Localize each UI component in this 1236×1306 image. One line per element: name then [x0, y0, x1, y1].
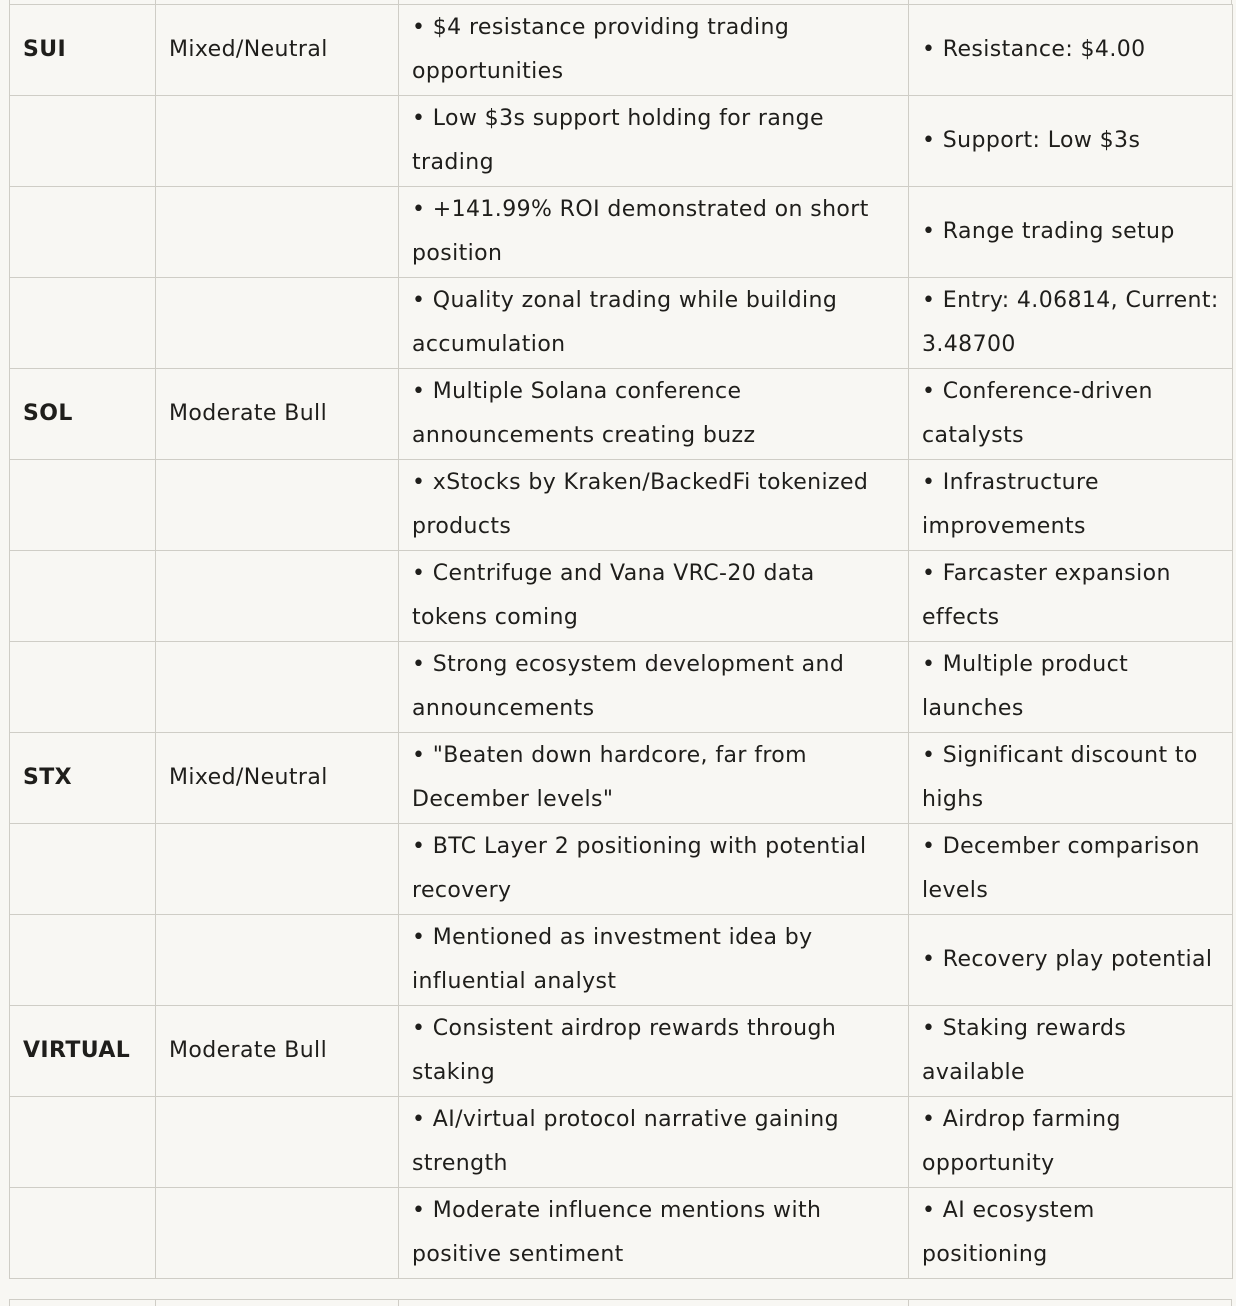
driver-cell: • AI/virtual protocol narrative gaining strength: [399, 1097, 909, 1188]
level-cell: • Conference-driven catalysts: [909, 369, 1233, 460]
driver-cell: • Multiple Solana conference announcements creating buzz: [399, 369, 909, 460]
driver-cell: • Mentioned as investment idea by influential analyst: [399, 915, 909, 1006]
sentiment-cell: [156, 824, 399, 915]
level-cell: • Staking rewards available: [909, 1006, 1233, 1097]
table-bottom-continuation: [9, 1299, 1232, 1305]
token-cell: [10, 460, 156, 551]
sentiment-cell: [156, 460, 399, 551]
token-cell: [10, 551, 156, 642]
token-sentiment-table: [9, 4, 1233, 1279]
table-row: [10, 96, 1233, 187]
driver-cell: • $4 resistance providing trading opportunities: [399, 5, 909, 96]
sentiment-cell: Mixed/Neutral: [156, 5, 399, 96]
sentiment-cell: [156, 1097, 399, 1188]
table-body: [10, 5, 1233, 1279]
level-cell: • Recovery play potential: [909, 915, 1233, 1006]
token-cell: [10, 1097, 156, 1188]
sentiment-cell: Mixed/Neutral: [156, 733, 399, 824]
level-cell: • Range trading setup: [909, 187, 1233, 278]
sentiment-cell: Moderate Bull: [156, 1006, 399, 1097]
token-cell: [10, 642, 156, 733]
table-row: [10, 187, 1233, 278]
level-cell: • Resistance: $4.00: [909, 5, 1233, 96]
driver-cell: • +141.99% ROI demonstrated on short position: [399, 187, 909, 278]
token-cell: VIRTUAL: [10, 1006, 156, 1097]
level-cell: • Significant discount to highs: [909, 733, 1233, 824]
level-cell: • December comparison levels: [909, 824, 1233, 915]
level-cell: • Support: Low $3s: [909, 96, 1233, 187]
table-row: [10, 1188, 1233, 1279]
sentiment-cell: [156, 1188, 399, 1279]
token-cell: [10, 824, 156, 915]
sentiment-cell: [156, 187, 399, 278]
driver-cell: • Strong ecosystem development and announcements: [399, 642, 909, 733]
token-cell: [10, 278, 156, 369]
sentiment-cell: [156, 915, 399, 1006]
token-cell: [10, 915, 156, 1006]
table-row: [10, 551, 1233, 642]
table-row: [10, 733, 1233, 824]
driver-cell: • Moderate influence mentions with positive sentiment: [399, 1188, 909, 1279]
level-cell: • Airdrop farming opportunity: [909, 1097, 1233, 1188]
table-row: [10, 278, 1233, 369]
table-row: [10, 915, 1233, 1006]
level-cell: • Farcaster expansion effects: [909, 551, 1233, 642]
table-row: [10, 1006, 1233, 1097]
table-row: [10, 824, 1233, 915]
token-cell: [10, 187, 156, 278]
driver-cell: • "Beaten down hardcore, far from December levels": [399, 733, 909, 824]
sentiment-cell: [156, 551, 399, 642]
token-cell: STX: [10, 733, 156, 824]
level-cell: • AI ecosystem positioning: [909, 1188, 1233, 1279]
sentiment-cell: [156, 642, 399, 733]
token-cell: [10, 96, 156, 187]
driver-cell: • Consistent airdrop rewards through staking: [399, 1006, 909, 1097]
level-cell: • Entry: 4.06814, Current: 3.48700: [909, 278, 1233, 369]
driver-cell: • Quality zonal trading while building accumulation: [399, 278, 909, 369]
table-row: [10, 642, 1233, 733]
driver-cell: • Low $3s support holding for range trading: [399, 96, 909, 187]
token-cell: SUI: [10, 5, 156, 96]
table-row: [10, 5, 1233, 96]
level-cell: • Multiple product launches: [909, 642, 1233, 733]
table-row: [10, 460, 1233, 551]
table-row: [10, 1097, 1233, 1188]
level-cell: • Infrastructure improvements: [909, 460, 1233, 551]
token-cell: [10, 1188, 156, 1279]
driver-cell: • xStocks by Kraken/BackedFi tokenized products: [399, 460, 909, 551]
sentiment-cell: Moderate Bull: [156, 369, 399, 460]
token-cell: SOL: [10, 369, 156, 460]
table-row: [10, 369, 1233, 460]
sentiment-cell: [156, 278, 399, 369]
sentiment-cell: [156, 96, 399, 187]
driver-cell: • Centrifuge and Vana VRC-20 data tokens coming: [399, 551, 909, 642]
driver-cell: • BTC Layer 2 positioning with potential recovery: [399, 824, 909, 915]
